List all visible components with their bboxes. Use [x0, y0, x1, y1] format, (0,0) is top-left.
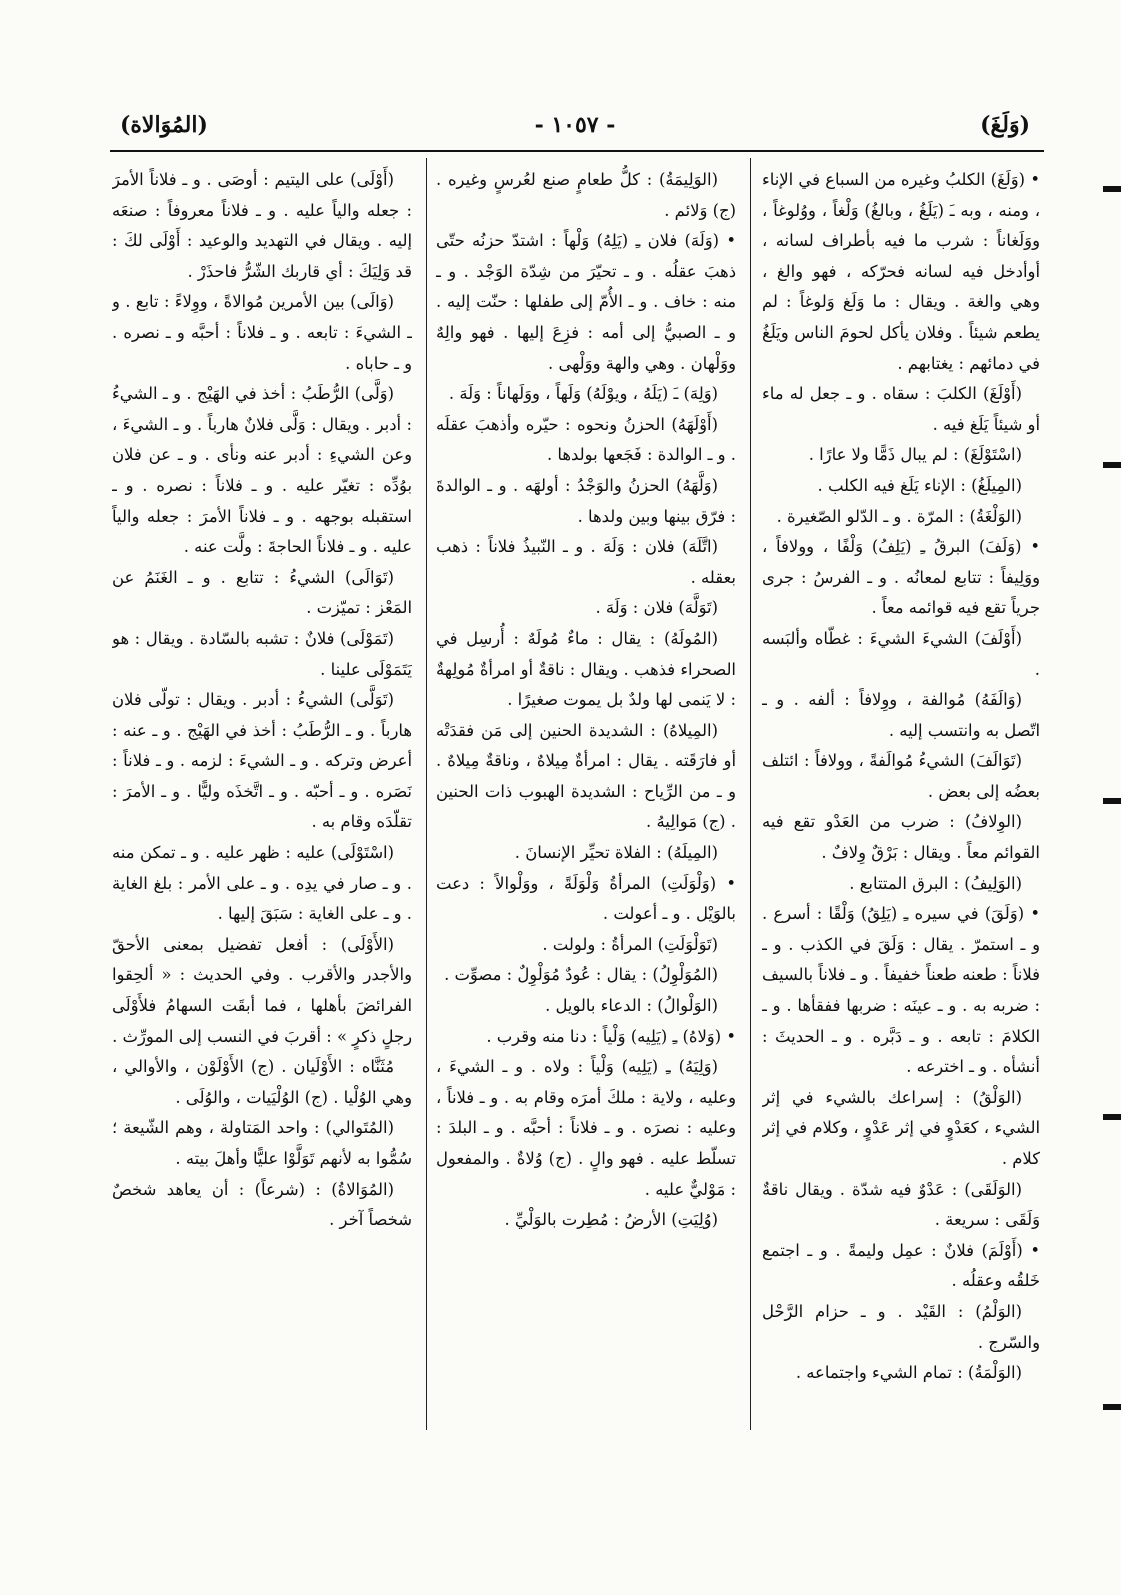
dictionary-entry: (تَمَوْلَى) فلانٌ : تشبه بالسّادة . ويقال : هو يَتَمَوْلَى علينا . — [112, 628, 412, 679]
dictionary-entry: (الأَوْلَى) : أفعل تفضيل بمعنى الأحقّ والأجدر والأقرب . وفي الحديث : « ألحِقوا الفرائضَ بأهلها ، فما أبقَت السهامُ فلأَوْلَى رجلٍ ذكرٍ » : أقربَ في النسب إلى المورِّث . — [112, 934, 412, 1046]
dictionary-entry: (الوَلِيمَةُ) : كلُّ طعامٍ صنع لعُرسٍ وغيره . (ج) وَلائم . — [436, 170, 736, 220]
dictionary-entry: (أَوْلَهَهُ) الحزنُ ونحوه : حيّره وأذهبَ عقلَه . و ـ الوالدة : فَجَعها بولدها . — [436, 414, 736, 465]
dictionary-entry: • (أَوْلَمَ) فلانٌ : عمِل وليمةً . و ـ اجتمع خَلقُه وعقلُه . — [762, 1240, 1040, 1291]
dictionary-entry: (وُلِيَتِ) الأرضُ : مُطِرت بالوَلْيِّ . — [504, 1210, 718, 1230]
column-left — [112, 165, 412, 1435]
dictionary-entry: (وَلِيَهُ) ـِ (يَلِيه) وَلْياً : ولاه . و ـ الشيءَ ، وعليه ، ولاية : ملكَ أمرَه وقام به . و ـ فلاناً ، وعليه : نصرَه . و ـ فلاناً : أحبَّه . و ـ البلدَ : تسلّط عليه . فهو والٍ . (ج) وُلاةٌ . والمفعول : مَوْليٌّ عليه . — [436, 1057, 736, 1199]
dictionary-entry: (اتَّلَهَ) فلان : وَلَهَ . و ـ النّبيذُ فلاناً : ذهب بعقله . — [436, 537, 736, 587]
column-middle — [436, 165, 736, 1435]
dictionary-entry: (المُوَلْوِلُ) : يقال : عُودٌ مُوَلْوِلٌ : مصوِّت . — [444, 965, 718, 985]
column-divider-2 — [426, 158, 427, 1430]
dictionary-entry: • (وَلَفَ) البرقُ ـِ (يَلِفُ) وَلْفًا ، وولافاً ، ووَلِيفاً : تتابع لمعانُه . و ـ الفرسُ : جرى جرياً تقع فيه قوائمه معاً . — [762, 537, 1040, 618]
dictionary-entry: (الوَلْمُ) : القَيْد . و ـ حزام الرَّحْل والسّرج . — [762, 1301, 1040, 1352]
dictionary-entry: (وَالَى) بين الأمرين مُوالاةً ، ووِلاءً : تابع . و ـ الشيءَ : تابعه . و ـ فلاناً : أحبَّه و ـ نصره . و ـ حاباه . — [112, 292, 412, 373]
dictionary-entry: • (وَلاهُ) ـِ (يَلِيه) وَلْياً : دنا منه وقرب . — [486, 1026, 736, 1046]
dictionary-entry: (الوَلْمَةُ) : تمام الشيء واجتماعه . — [795, 1363, 1022, 1383]
header-first-entry: (وَلَغَ) — [980, 112, 1030, 138]
dictionary-entry: (تَوَلَّى) الشيءُ : أدبر . ويقال : تولّى فلان هارباً . و ـ الرُّطَبُ : أخذ في الهَيْج . و ـ عنه : أعرض وتركه . و ـ الشيءَ : لزمه . و ـ فلاناً : نَصَره . و ـ أحبّه . و ـ اتَّخذَه وليًّا . و ـ الأمرَ : تقلّدَه وقام به . — [112, 690, 412, 832]
dictionary-entry: (المِيلاهُ) : الشديدة الحنين إلى مَن فقدَتْه أو فارَقَته . يقال : امرأةٌ مِيلاهٌ ، وناقةٌ مِيلاهٌ . و ـ من الرِّياح : الشديدة الهبوب ذات الحنين . (ج) مَوالِيهُ . — [436, 720, 736, 832]
dictionary-entry: (المِيلَهُ) : الفلاة تحيِّر الإنسانَ . — [514, 843, 718, 863]
dictionary-entry: (وَالَفَهُ) مُوالفة ، ووِلافاً : ألفه . و ـ اتّصل به وانتسب إليه . — [762, 690, 1040, 740]
dictionary-entry: (المُولَهُ) : يقال : ماءٌ مُولَهٌ : أُرسِل في الصحراء فذهب . ويقال : ناقةٌ أو امرأةٌ مُولِهةٌ : لا يَنمى لها ولدٌ بل يموت صغيرًا . — [436, 628, 736, 710]
dictionary-entry: (الوَلْقُ) : إسراعك بالشيء في إثر الشيء ، كعَدْوٍ في إثر عَدْوٍ ، وكلام في إثر كلام . — [762, 1087, 1040, 1168]
dictionary-entry: (وَلِهَ) ـَ (يَلَهُ ، ويوْلَهُ) وَلَهاً ، ووَلَهاناً : وَلَهَ . — [448, 384, 718, 404]
dictionary-entry: (الوَلْوالُ) : الدعاء بالويل . — [545, 996, 718, 1016]
dictionary-entry: مُثَنَّاه : الأَوْلَيان . (ج) الأَوْلَوْن ، والأوالي ، وهي الوُلْيا . (ج) الوُلْيَيات ، والوُلَى . — [112, 1057, 412, 1107]
dictionary-entry: (اسْتَوْلَغَ) : لم يبال ذَمًّا ولا عارًا . — [808, 445, 1022, 465]
dictionary-entry: (المُوَالاةُ) : (شرعاً) : أن يعاهد شخصٌ شخصاً آخر . — [112, 1179, 412, 1230]
dictionary-entry: (تَوَالَفَ) الشيءُ مُوالَفةً ، وولافاً : ائتلف بعضُه إلى بعض . — [762, 751, 1040, 801]
dictionary-entry: • (وَلَغَ) الكلبُ وغيره من السباع في الإناء ، ومنه ، وبه ـَ (يَلَغُ ، وبالغُ) وَلْغاً ، ووُلوغاً ، ووَلَغاناً : شرب ما فيه بأطراف لسانه ، أوأدخل فيه لسانه فحرّكه ، فهو والغ ، وهي والغة . ويقال : ما وَلَغ وَلوغاً : لم يطعم شيئاً . وفلان يأكل لحومَ الناس ويَلَغُ في دمائهم : يغتابهم . — [762, 170, 1040, 373]
dictionary-entry: • (وَلَقَ) في سيره ـِ (يَلِقُ) وَلْقًا : أسرع . و ـ استمرّ . يقال : وَلَقَ في الكذب . و ـ فلاناً : طعنه طعناً خفيفاً . و ـ فلاناً بالسيف : ضربه به . و ـ عينَه : ضربها ففقأها . و ـ الكلامَ : تابعه . و ـ دَبَّره . و ـ الحديثَ : أنشأه . و ـ اخترعه . — [762, 904, 1040, 1077]
dictionary-entry: (اسْتَوْلَى) عليه : ظهر عليه . و ـ تمكن منه . و ـ صار في يدِه . و ـ على الأمر : بلغ الغاية . و ـ على الغاية : سَبَقَ إليها . — [112, 843, 412, 924]
dictionary-entry: • (وَلَهَ) فلان ـِ (يَلِهُ) وَلْهاً : اشتدّ حزنُه حتّى ذهبَ عقلُه . و ـ تحيّرَ من شِدّة الوَجْد . و ـ منه : خاف . و ـ الأُمّ إلى طفلها : حنّت إليه . و ـ الصبيُّ إلى أمه : فزِعَ إليها . فهو والِهٌ ووَلْهان . وهي والهة ووَلْهى . — [436, 231, 736, 373]
dictionary-entry: (المِيلَغُ) : الإناء يَلَغ فيه الكلب . — [817, 475, 1022, 495]
dictionary-entry: (الوِلافُ) : ضرب من العَدْو تقع فيه القوائم معاً . ويقال : بَرْقٌ وِلافٌ . — [762, 812, 1040, 863]
edge-mark — [1103, 1114, 1121, 1120]
page-header — [110, 112, 1040, 152]
dictionary-entry: (أَوْلَى) على اليتيم : أوصَى . و ـ فلاناً الأمرَ : جعله والياً عليه . و ـ فلاناً معروفاً : صنعَه إليه . ويقال في التهديد والوعيد : أَوْلَى لكَ : قد وَلِيَكَ : أي قاربك الشّرُّ فاحذَرْ . — [112, 170, 412, 281]
column-divider-1 — [750, 158, 751, 1430]
page-number: - ١٠٥٧ - — [534, 112, 616, 138]
dictionary-entry: (وَلَّهَهُ) الحزنُ والوَجْدُ : أولهَه . و ـ الوالدةَ : فرّق بينها وبين ولدها . — [436, 475, 736, 526]
dictionary-entry: (الوَلَقَى) : عَدْوٌ فيه شدّة . ويقال ناقةٌ وَلَقَى : سريعة . — [762, 1179, 1040, 1230]
edge-mark — [1103, 186, 1121, 192]
edge-mark — [1103, 462, 1121, 468]
column-right — [762, 165, 1040, 1435]
header-last-entry: (المُوَالاة) — [120, 112, 208, 138]
dictionary-entry: (الوَلِيفُ) : البرق المتتابع . — [849, 873, 1022, 893]
header-rule — [110, 150, 1044, 152]
edge-mark — [1103, 1404, 1121, 1410]
dictionary-entry: (الوَلْغَةُ) : المرّة . و ـ الدّلو الصّغيرة . — [776, 506, 1022, 526]
dictionary-entry: (تَوَالَى) الشيءُ : تتابع . و ـ الغَنَمُ عن المَعْز : تميّزت . — [112, 567, 412, 618]
dictionary-entry: (أَوْلَغَ) الكلبَ : سقاه . و ـ جعل له ماء أو شيئاً يَلَغ فيه . — [762, 384, 1040, 434]
dictionary-entry: (أَوْلَفَ) الشيءَ الشيءَ : غطّاه وألبَسه . — [762, 628, 1040, 679]
dictionary-entry: • (وَلْوَلَتِ) المرأةُ وَلْوَلَةً ، ووَلْوالاً : دعت بالوَيْل . و ـ أعولت . — [436, 873, 736, 924]
dictionary-entry: (تَوَلَّهَ) فلان : وَلَهَ . — [595, 598, 718, 618]
dictionary-entry: (وَلَّى) الرُّطَبُ : أخذ في الهَيْج . و ـ الشيءُ : أدبر . ويقال : وَلَّى فلانٌ هارباً . و ـ الشيءَ ، وعن الشيءِ : أدبر عنه ونأى . و ـ عن فلان بوُدِّه : تغيّر عليه . و ـ فلاناً : نصره . و ـ استقبله بوجهه . و ـ فلاناً الأمرَ : جعله والياً عليه . و ـ فلاناً الحاجةَ : ولَّت عنه . — [112, 384, 412, 557]
edge-mark — [1103, 798, 1121, 804]
dictionary-entry: (المُتَوالي) : واحد المَتاولة ، وهم الشّيعة ؛ سُمُّوا به لأنهم تَوَلَّوْا عليًّا وأهلَ بيته . — [112, 1118, 412, 1168]
dictionary-entry: (تَوَلْوَلَتِ) المرأةُ : ولولت . — [542, 934, 718, 954]
